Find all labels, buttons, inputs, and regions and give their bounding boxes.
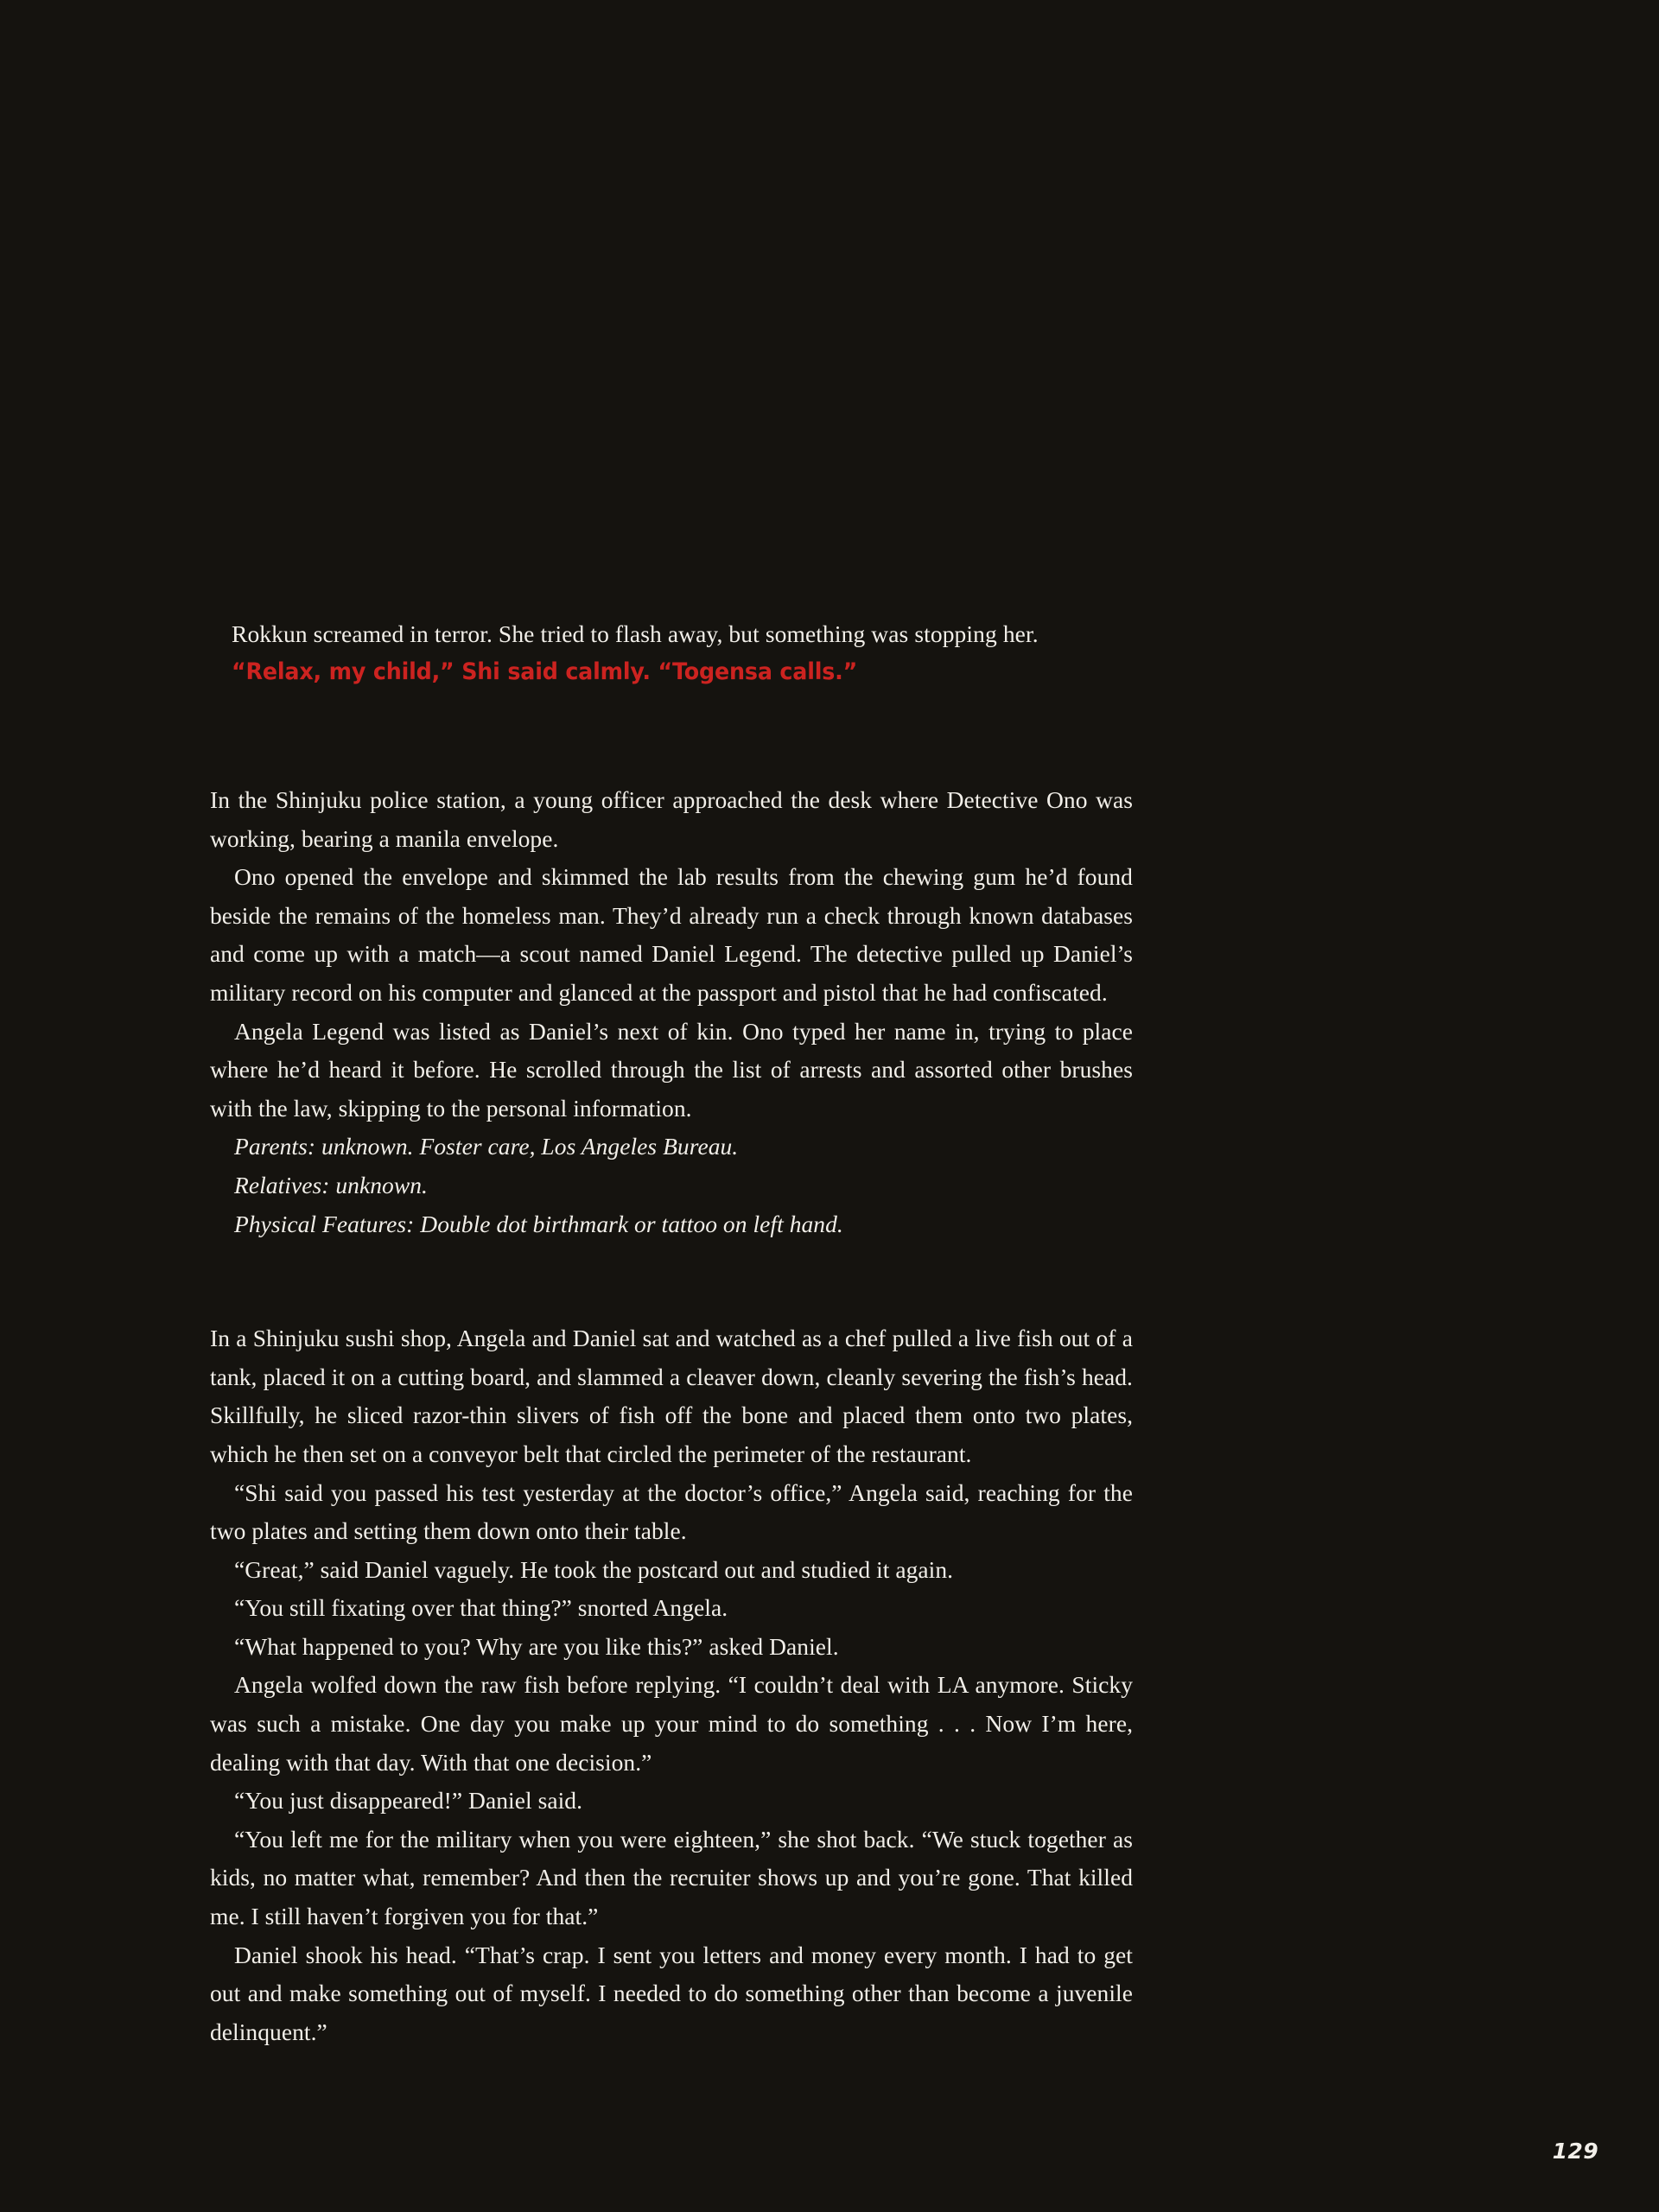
paragraph: “Great,” said Daniel vaguely. He took the postcard out and studied it again. xyxy=(234,1555,954,1583)
record-line: Parents: unknown. Foster care, Los Angeles Bureau. xyxy=(234,1133,739,1160)
section-spacer xyxy=(210,1243,1133,1319)
paragraph: Daniel shook his head. “That’s crap. I sent you letters and money every month. I had to get out and make something out of myself. I needed to do something other than become a juvenile delinquent.” xyxy=(210,1941,1133,2045)
paragraph: Ono opened the envelope and skimmed the lab results from the chewing gum he’d found beside the remains of the homeless man. They’d already run a check through known databases and come up with a match—a scout named Daniel Legend. The detective pulled up Daniel’s military record on his computer and glanced at the passport and pistol that he had confiscated. xyxy=(210,863,1133,1006)
paragraph: “You just disappeared!” Daniel said. xyxy=(234,1787,583,1815)
record-line: Physical Features: Double dot birthmark or tattoo on left hand. xyxy=(234,1210,843,1237)
text-column xyxy=(210,615,1133,2051)
scene-break-narration: Rokkun screamed in terror. She tried to flash away, but something was stopping her. xyxy=(232,620,1039,647)
section-spacer xyxy=(210,691,1133,781)
scene-break-block xyxy=(232,615,1123,691)
record-line: Relatives: unknown. xyxy=(234,1171,428,1198)
page-number: 129 xyxy=(1552,2139,1599,2164)
paragraph: “You still fixating over that thing?” snorted Angela. xyxy=(234,1594,728,1622)
scene-break-shout: “Relax, my child,” Shi said calmly. “Togensa calls.” xyxy=(232,658,858,685)
paragraph: “What happened to you? Why are you like this?” asked Daniel. xyxy=(234,1632,839,1660)
paragraph: “You left me for the military when you were eighteen,” she shot back. “We stuck together as kids, no matter what, remember? And then the recruiter shows up and you’re gone. That killed me. I still haven’t forgiven you for that.” xyxy=(210,1825,1133,1930)
paragraph: Angela wolfed down the raw fish before replying. “I couldn’t deal with LA anymore. Sticky was such a mistake. One day you make up your mind to do something . . . Now I’m here, dealing with that day. With that one decision.” xyxy=(210,1671,1133,1776)
paragraph: “Shi said you passed his test yesterday at the doctor’s office,” Angela said, reaching for the two plates and setting them down onto their table. xyxy=(210,1478,1133,1545)
paragraph: In the Shinjuku police station, a young officer approached the desk where Detective Ono was working, bearing a manila envelope. xyxy=(210,786,1133,852)
paragraph: In a Shinjuku sushi shop, Angela and Daniel sat and watched as a chef pulled a live fish out of a tank, placed it on a cutting board, and slammed a cleaver down, cleanly severing the fish’s head. Skillfully, he sliced razor-thin slivers of fish off the bone and placed them onto two plates, which he then set on a conveyor belt that circled the perimeter of the restaurant. xyxy=(210,1325,1133,1467)
paragraph: Angela Legend was listed as Daniel’s next of kin. Ono typed her name in, trying to place where he’d heard it before. He scrolled through the list of arrests and assorted other brushes with the law, skipping to the personal information. xyxy=(210,1017,1133,1122)
